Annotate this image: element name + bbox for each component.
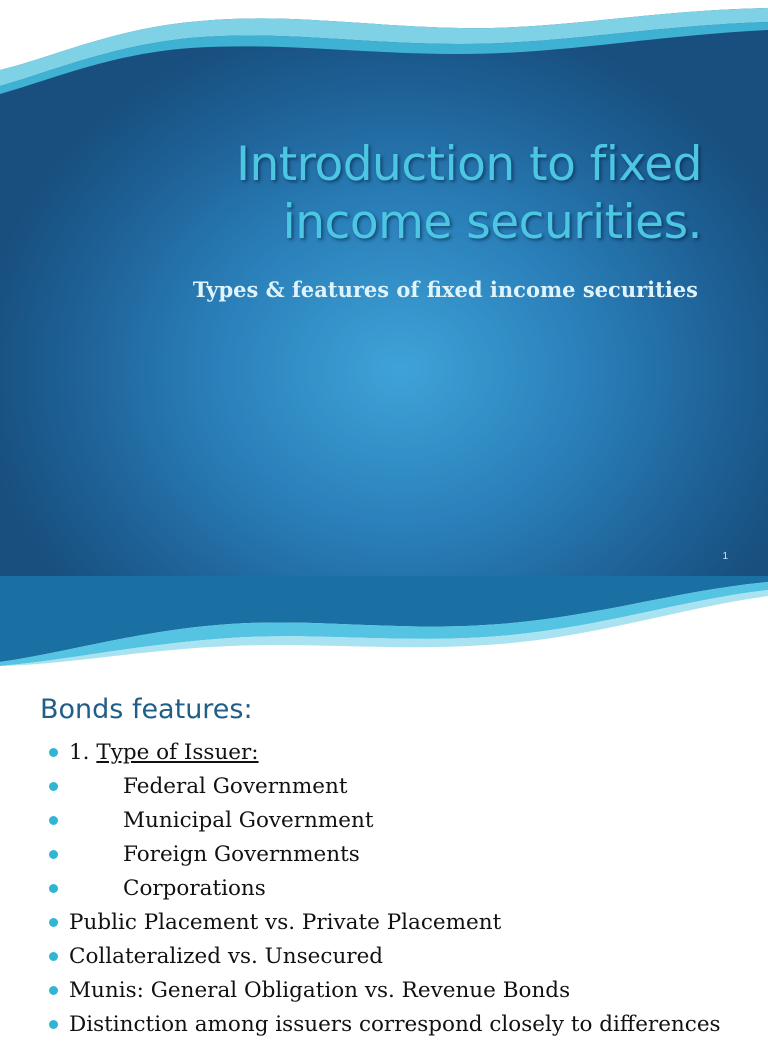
list-item — [48, 906, 721, 940]
slide-heading: Bonds features: — [40, 694, 253, 725]
bullet-text: Collateralized vs. Unsecured — [69, 944, 384, 969]
bullet-text: Corporations — [123, 876, 266, 901]
list-item — [48, 736, 721, 770]
bullet-text: Type of Issuer: — [96, 740, 259, 765]
bullet-text: Distinction among issuers correspond closely to differences — [69, 1012, 721, 1037]
list-item — [48, 940, 721, 974]
content-slide — [0, 576, 768, 1037]
list-item — [48, 872, 721, 906]
slide-title — [40, 136, 702, 252]
list-item — [48, 804, 721, 838]
list-item — [48, 1008, 721, 1042]
title-line-2: income securities. — [282, 195, 702, 250]
top-wave-decoration — [0, 0, 768, 100]
bullet-prefix: 1. — [69, 740, 97, 765]
bullet-text: Public Placement vs. Private Placement — [69, 910, 502, 935]
list-item — [48, 770, 721, 804]
bullet-dot-icon — [49, 748, 58, 757]
bullet-text: Federal Government — [123, 774, 348, 799]
bullet-list — [48, 736, 721, 1042]
slide-number: 1 — [722, 551, 728, 562]
bullet-dot-icon — [49, 850, 58, 859]
bullet-text: Foreign Governments — [123, 842, 360, 867]
bullet-text: Municipal Government — [123, 808, 374, 833]
header-wave-decoration — [0, 576, 768, 666]
slide-subtitle: Types & features of fixed income securities — [192, 277, 698, 302]
list-item — [48, 838, 721, 872]
bullet-dot-icon — [49, 1020, 58, 1029]
bullet-dot-icon — [49, 782, 58, 791]
title-line-1: Introduction to fixed — [236, 137, 702, 192]
bullet-dot-icon — [49, 952, 58, 961]
bullet-dot-icon — [49, 884, 58, 893]
bullet-dot-icon — [49, 816, 58, 825]
bullet-text: Munis: General Obligation vs. Revenue Bonds — [69, 978, 571, 1003]
list-item — [48, 974, 721, 1008]
bullet-dot-icon — [49, 986, 58, 995]
bullet-dot-icon — [49, 918, 58, 927]
